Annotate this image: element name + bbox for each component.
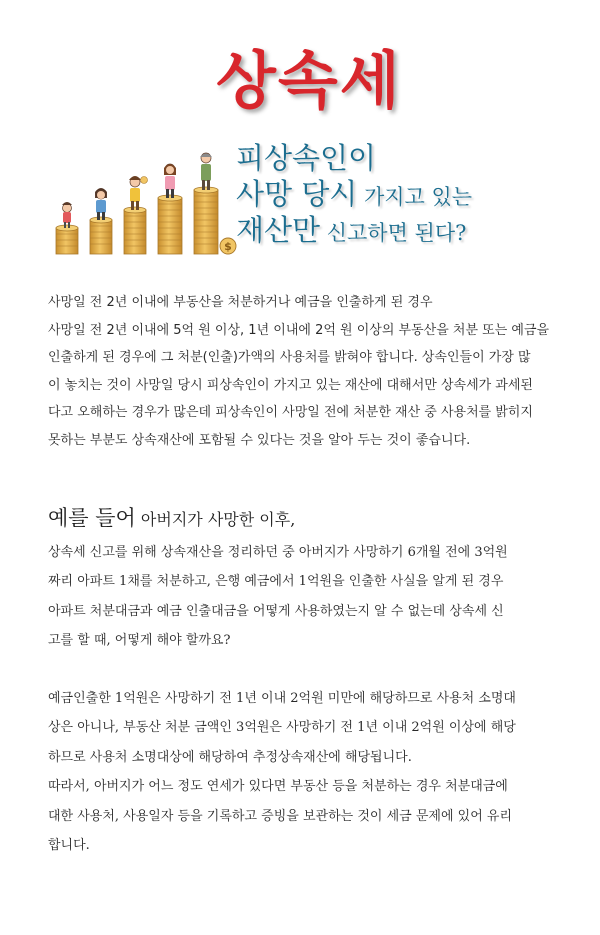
example-line: 고를 할 때, 어떻게 해야 할까요? (48, 633, 231, 649)
example-line: 아파트 처분대금과 예금 인출대금을 어떻게 사용하였는지 알 수 없는데 상속세 신 (48, 603, 504, 619)
people-on-coin-stacks-icon (40, 150, 240, 258)
intro-line: 사망일 전 2년 이내에 부동산을 처분하거나 예금을 인출하게 된 경우 (48, 295, 433, 310)
coin-stack-2 (90, 217, 112, 254)
example-line: 상속세 신고를 위해 상속재산을 정리하던 중 아버지가 사망하기 6개월 전에 3억원 (48, 545, 508, 560)
page-subtitle (236, 141, 473, 252)
answer-paragraph (48, 684, 558, 860)
subtitle-line-1: 피상속인이 (236, 141, 377, 175)
person-2 (95, 188, 107, 220)
answer-line: 따라서, 아버지가 어느 정도 연세가 있다면 부동산 등을 처분하는 경우 처분대금에 (48, 779, 508, 795)
person-4 (164, 164, 176, 198)
person-5 (200, 153, 212, 190)
intro-line: 다고 오해하는 경우가 많은데 피상속인이 사망일 전에 처분한 재산 중 사용처를 밝히지 (48, 405, 533, 421)
coin-stack-3 (124, 207, 146, 254)
coin-stack-1 (56, 225, 78, 254)
answer-line: 예금인출한 1억원은 사망하기 전 1년 이내 2억원 미만에 해당하므로 사용처 소명대 (48, 691, 516, 706)
coin-stack-5 (194, 187, 218, 254)
person-3 (129, 176, 148, 210)
intro-paragraph (48, 289, 558, 455)
answer-line: 대한 사용처, 사용일자 등을 기록하고 증빙을 보관하는 것이 세금 문제에 있어 유리 (48, 808, 513, 824)
subtitle-line-2: 사망 당시 가지고 있는 (236, 177, 473, 211)
answer-line: 하므로 사용처 소명대상에 해당하여 추정상속재산에 해당됩니다. (48, 749, 412, 765)
dollar-coin (220, 238, 236, 254)
example-heading: 예를 들어 아버지가 사망한 이후, (48, 506, 296, 530)
person-1 (62, 202, 72, 228)
subtitle-line-3: 재산만 신고하면 된다? (236, 213, 467, 247)
intro-line: 인출하게 된 경우에 그 처분(인출)가액의 사용처를 밝혀야 합니다. 상속인들이 가장 많 (48, 350, 531, 366)
answer-line: 상은 아니나, 부동산 처분 금액인 3억원은 사망하기 전 1년 이내 2억원 이상에 해당 (48, 720, 516, 736)
example-line: 짜리 아파트 1채를 처분하고, 은행 예금에서 1억원을 인출한 사실을 알게 된 경우 (48, 574, 504, 590)
intro-line: 이 놓치는 것이 사망일 당시 피상속인이 가지고 있는 재산에 대해서만 상속세가 과세된 (48, 377, 533, 393)
intro-line: 못하는 부분도 상속재산에 포함될 수 있다는 것을 알아 두는 것이 좋습니다. (48, 432, 471, 448)
page-title: 상속세 (216, 44, 402, 117)
example-paragraph (48, 538, 558, 656)
svg-text:$: $ (224, 240, 232, 253)
intro-line: 사망일 전 2년 이내에 5억 원 이상, 1년 이내에 2억 원 이상의 부동산을 처분 또는 예금을 (48, 322, 550, 338)
answer-line: 합니다. (48, 838, 90, 854)
coin-stack-4 (158, 195, 182, 254)
